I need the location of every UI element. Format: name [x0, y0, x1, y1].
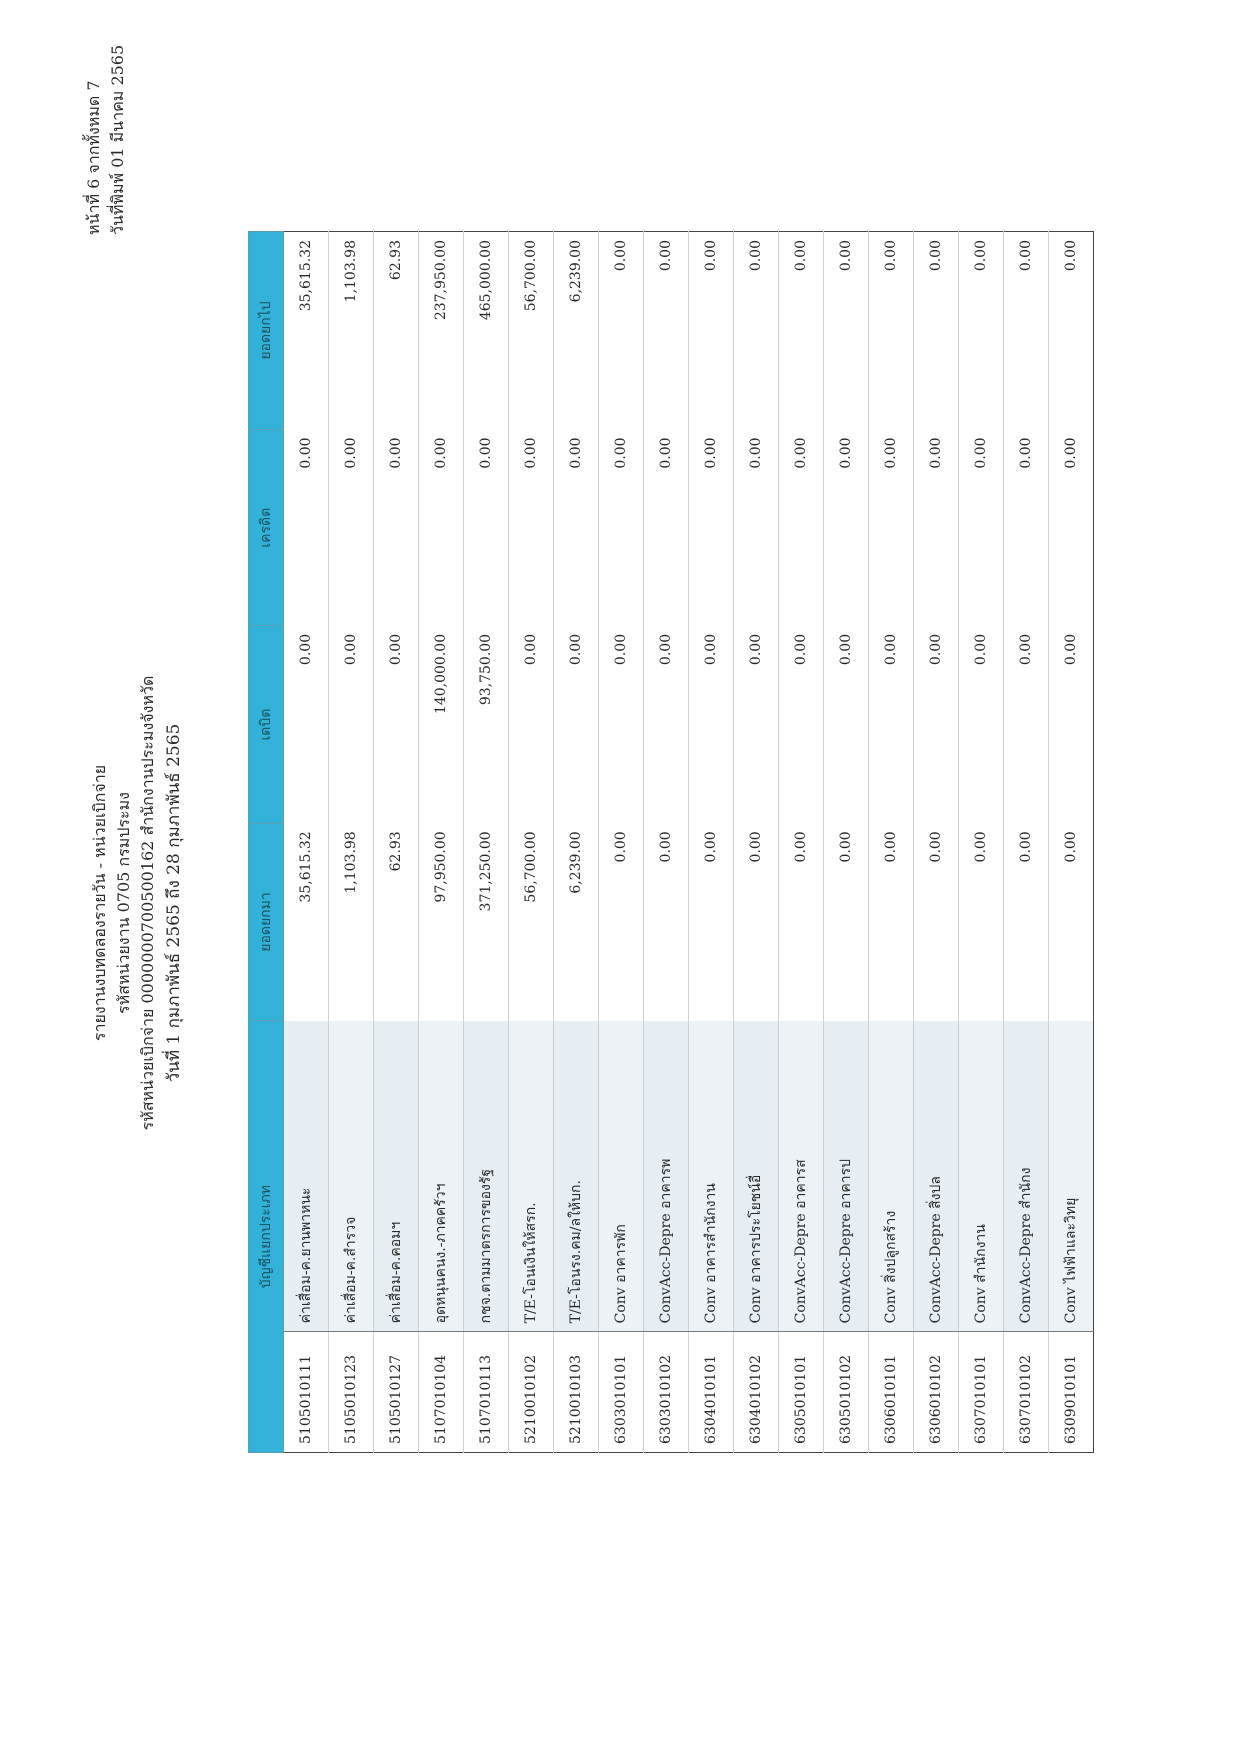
brought-forward-amount: 97,950.00	[419, 823, 464, 1020]
credit-amount: 0.00	[509, 429, 554, 625]
col-account: บัญชีแยกประเภท	[249, 1021, 284, 1453]
account-name: อุดหนุนคนง.-ภาคครัวฯ	[419, 1021, 464, 1332]
table-row	[284, 232, 329, 1453]
account-name: ค่าเสื่อม-ค.ยานพาหนะ	[284, 1021, 329, 1332]
carried-forward-amount: 0.00	[914, 232, 959, 430]
account-code: 6309010101	[1049, 1332, 1094, 1453]
carried-forward-amount: 0.00	[779, 232, 824, 430]
account-code: 6307010102	[1004, 1332, 1049, 1453]
account-code: 6303010102	[644, 1332, 689, 1453]
report-title: รายงานงบทดลองรายวัน - หน่วยเบิกจ่าย	[90, 764, 109, 1042]
account-code: 6306010102	[914, 1332, 959, 1453]
account-name: ค่าเสื่อม-ค.คอมฯ	[374, 1021, 419, 1332]
debit-amount: 0.00	[779, 626, 824, 823]
table-row	[824, 232, 869, 1453]
carried-forward-amount: 0.00	[1004, 232, 1049, 430]
brought-forward-amount: 0.00	[689, 823, 734, 1020]
account-name: ConvAcc-Depre อาคารพ	[644, 1021, 689, 1332]
credit-amount: 0.00	[464, 429, 509, 625]
debit-amount: 0.00	[329, 626, 374, 823]
account-name: ConvAcc-Depre อาคารส	[779, 1021, 824, 1332]
brought-forward-amount: 62.93	[374, 823, 419, 1020]
credit-amount: 0.00	[914, 429, 959, 625]
account-code: 6304010101	[689, 1332, 734, 1453]
table-row	[554, 232, 599, 1453]
brought-forward-amount: 0.00	[824, 823, 869, 1020]
carried-forward-amount: 6,239.00	[554, 232, 599, 430]
debit-amount: 0.00	[824, 626, 869, 823]
table-row	[779, 232, 824, 1453]
brought-forward-amount: 0.00	[1049, 823, 1094, 1020]
credit-amount: 0.00	[824, 429, 869, 625]
table-row	[869, 232, 914, 1453]
col-brought-forward: ยอดยกมา	[249, 823, 284, 1020]
table-row	[1049, 232, 1094, 1453]
debit-amount: 0.00	[509, 626, 554, 823]
carried-forward-amount: 0.00	[869, 232, 914, 430]
table-row	[959, 232, 1004, 1453]
brought-forward-amount: 56,700.00	[509, 823, 554, 1020]
carried-forward-amount: 0.00	[1049, 232, 1094, 430]
account-name: Conv อาคารประโยชน์อื่	[734, 1021, 779, 1332]
table-row	[374, 232, 419, 1453]
credit-amount: 0.00	[959, 429, 1004, 625]
col-carried-forward: ยอดยกไป	[249, 232, 284, 430]
agency-code: รหัสหน่วยงาน 0705 กรมประมง	[114, 792, 133, 1014]
credit-amount: 0.00	[599, 429, 644, 625]
brought-forward-amount: 1,103.98	[329, 823, 374, 1020]
brought-forward-amount: 35,615.32	[284, 823, 329, 1020]
report-period: วันที่ 1 กุมภาพันธ์ 2565 ถึง 28 กุมภาพันธ์ 2565	[164, 723, 184, 1083]
account-code: 6305010102	[824, 1332, 869, 1453]
account-name: T/E-โอนเงินให้สรก.	[509, 1021, 554, 1332]
brought-forward-amount: 0.00	[644, 823, 689, 1020]
credit-amount: 0.00	[734, 429, 779, 625]
debit-amount: 0.00	[554, 626, 599, 823]
ledger-table	[248, 231, 1094, 1453]
page-info	[82, 25, 130, 235]
account-name: Conv สิ่งปลูกสร้าง	[869, 1021, 914, 1332]
table-row	[1004, 232, 1049, 1453]
table-row	[689, 232, 734, 1453]
account-name: T/E-โอนรง.คม/ลให้บก.	[554, 1021, 599, 1332]
account-code: 5105010127	[374, 1332, 419, 1453]
carried-forward-amount: 237,950.00	[419, 232, 464, 430]
account-code: 5107010104	[419, 1332, 464, 1453]
credit-amount: 0.00	[779, 429, 824, 625]
account-name: ค่าเสื่อม-ค.สำรวจ	[329, 1021, 374, 1332]
col-debit: เดบิต	[249, 626, 284, 823]
brought-forward-amount: 6,239.00	[554, 823, 599, 1020]
account-code: 5210010103	[554, 1332, 599, 1453]
carried-forward-amount: 0.00	[734, 232, 779, 430]
debit-amount: 0.00	[689, 626, 734, 823]
account-code: 5210010102	[509, 1332, 554, 1453]
table-row	[914, 232, 959, 1453]
debit-amount: 140,000.00	[419, 626, 464, 823]
debit-amount: 0.00	[599, 626, 644, 823]
account-code: 6306010101	[869, 1332, 914, 1453]
debit-amount: 0.00	[1004, 626, 1049, 823]
account-name: Conv สำนักงาน	[959, 1021, 1004, 1332]
table-row	[419, 232, 464, 1453]
debit-amount: 0.00	[644, 626, 689, 823]
credit-amount: 0.00	[869, 429, 914, 625]
print-date: วันที่พิมพ์ 01 มีนาคม 2565	[108, 44, 127, 235]
account-code: 6304010102	[734, 1332, 779, 1453]
disbursement-unit: รหัสหน่วยเบิกจ่าย 0000000700500162 สำนักงานประมงจังหวัด	[138, 675, 157, 1131]
carried-forward-amount: 0.00	[959, 232, 1004, 430]
table-header-row	[249, 232, 284, 1453]
debit-amount: 0.00	[914, 626, 959, 823]
credit-amount: 0.00	[644, 429, 689, 625]
brought-forward-amount: 0.00	[869, 823, 914, 1020]
table-row	[734, 232, 779, 1453]
debit-amount: 0.00	[374, 626, 419, 823]
carried-forward-amount: 0.00	[689, 232, 734, 430]
account-name: Conv อาคารสำนักงาน	[689, 1021, 734, 1332]
table-row	[509, 232, 554, 1453]
debit-amount: 0.00	[734, 626, 779, 823]
debit-amount: 93,750.00	[464, 626, 509, 823]
account-code: 6305010101	[779, 1332, 824, 1453]
account-name: ConvAcc-Depre สิ่งปล	[914, 1021, 959, 1332]
ledger-body	[284, 232, 1094, 1453]
brought-forward-amount: 0.00	[959, 823, 1004, 1020]
carried-forward-amount: 0.00	[824, 232, 869, 430]
debit-amount: 0.00	[284, 626, 329, 823]
debit-amount: 0.00	[869, 626, 914, 823]
page-number: หน้าที่ 6 จากทั้งหมด 7	[84, 80, 103, 235]
carried-forward-amount: 56,700.00	[509, 232, 554, 430]
carried-forward-amount: 35,615.32	[284, 232, 329, 430]
credit-amount: 0.00	[1049, 429, 1094, 625]
table-row	[644, 232, 689, 1453]
brought-forward-amount: 0.00	[1004, 823, 1049, 1020]
account-name: Conv อาคารพัก	[599, 1021, 644, 1332]
carried-forward-amount: 0.00	[644, 232, 689, 430]
credit-amount: 0.00	[329, 429, 374, 625]
account-code: 5105010123	[329, 1332, 374, 1453]
account-code: 5105010111	[284, 1332, 329, 1453]
brought-forward-amount: 371,250.00	[464, 823, 509, 1020]
credit-amount: 0.00	[284, 429, 329, 625]
account-name: ConvAcc-Depre สำนักง	[1004, 1021, 1049, 1332]
credit-amount: 0.00	[1004, 429, 1049, 625]
brought-forward-amount: 0.00	[779, 823, 824, 1020]
carried-forward-amount: 0.00	[599, 232, 644, 430]
account-name: ConvAcc-Depre อาคารป	[824, 1021, 869, 1332]
account-name: กชจ.ตามมาตรการของรัฐ	[464, 1021, 509, 1332]
table-row	[329, 232, 374, 1453]
debit-amount: 0.00	[1049, 626, 1094, 823]
col-credit: เครดิต	[249, 429, 284, 625]
table-row	[464, 232, 509, 1453]
table-row	[599, 232, 644, 1453]
credit-amount: 0.00	[554, 429, 599, 625]
credit-amount: 0.00	[374, 429, 419, 625]
account-name: Conv ไฟฟ้าและวิทยุ	[1049, 1021, 1094, 1332]
credit-amount: 0.00	[689, 429, 734, 625]
account-code: 6307010101	[959, 1332, 1004, 1453]
account-code: 6303010101	[599, 1332, 644, 1453]
credit-amount: 0.00	[419, 429, 464, 625]
account-code: 5107010113	[464, 1332, 509, 1453]
carried-forward-amount: 62.93	[374, 232, 419, 430]
brought-forward-amount: 0.00	[734, 823, 779, 1020]
carried-forward-amount: 465,000.00	[464, 232, 509, 430]
brought-forward-amount: 0.00	[599, 823, 644, 1020]
debit-amount: 0.00	[959, 626, 1004, 823]
brought-forward-amount: 0.00	[914, 823, 959, 1020]
carried-forward-amount: 1,103.98	[329, 232, 374, 430]
